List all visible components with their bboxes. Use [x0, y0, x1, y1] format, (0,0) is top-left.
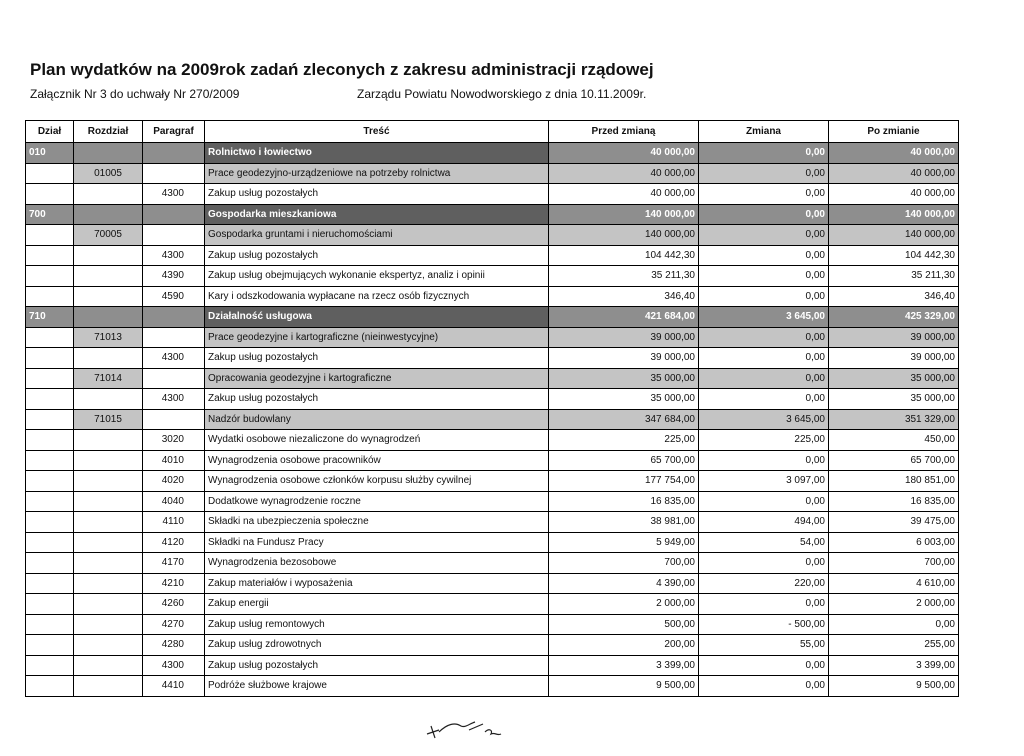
cell-zmiana: 0,00 [699, 594, 829, 615]
column-header-tresc: Treść [205, 121, 549, 143]
cell-zmiana: 0,00 [699, 327, 829, 348]
cell-zmiana: 0,00 [699, 163, 829, 184]
table-row [26, 204, 959, 225]
cell-po-zmianie: 346,40 [829, 286, 959, 307]
cell-dzial [26, 635, 74, 656]
cell-po-zmianie: 255,00 [829, 635, 959, 656]
cell-przed-zmiana: 104 442,30 [549, 245, 699, 266]
cell-tresc: Dodatkowe wynagrodzenie roczne [205, 491, 549, 512]
cell-paragraf: 4390 [143, 266, 205, 287]
cell-dzial [26, 327, 74, 348]
expense-table [25, 120, 959, 697]
cell-tresc: Zakup usług pozostałych [205, 348, 549, 369]
cell-rozdzial [74, 348, 143, 369]
cell-zmiana: 0,00 [699, 450, 829, 471]
cell-przed-zmiana: 140 000,00 [549, 204, 699, 225]
cell-przed-zmiana: 700,00 [549, 553, 699, 574]
cell-zmiana: 0,00 [699, 266, 829, 287]
cell-paragraf: 4010 [143, 450, 205, 471]
cell-tresc: Składki na ubezpieczenia społeczne [205, 512, 549, 533]
table-row [26, 450, 959, 471]
cell-tresc: Wynagrodzenia osobowe członków korpusu służby cywilnej [205, 471, 549, 492]
cell-tresc: Zakup usług pozostałych [205, 655, 549, 676]
cell-dzial [26, 266, 74, 287]
cell-tresc: Zakup usług remontowych [205, 614, 549, 635]
cell-paragraf: 4040 [143, 491, 205, 512]
cell-paragraf: 4300 [143, 245, 205, 266]
cell-zmiana: 0,00 [699, 245, 829, 266]
table-row [26, 614, 959, 635]
cell-rozdzial [74, 491, 143, 512]
cell-przed-zmiana: 225,00 [549, 430, 699, 451]
cell-przed-zmiana: 3 399,00 [549, 655, 699, 676]
cell-dzial: 710 [26, 307, 74, 328]
table-row [26, 245, 959, 266]
cell-zmiana: - 500,00 [699, 614, 829, 635]
cell-dzial [26, 491, 74, 512]
cell-paragraf: 4590 [143, 286, 205, 307]
cell-paragraf: 4210 [143, 573, 205, 594]
cell-przed-zmiana: 347 684,00 [549, 409, 699, 430]
cell-tresc: Zakup usług obejmujących wykonanie ekspertyz, analiz i opinii [205, 266, 549, 287]
cell-paragraf [143, 409, 205, 430]
cell-tresc: Kary i odszkodowania wypłacane na rzecz osób fizycznych [205, 286, 549, 307]
cell-po-zmianie: 40 000,00 [829, 143, 959, 164]
table-row [26, 266, 959, 287]
cell-po-zmianie: 40 000,00 [829, 184, 959, 205]
cell-tresc: Wynagrodzenia osobowe pracowników [205, 450, 549, 471]
cell-dzial [26, 573, 74, 594]
cell-tresc: Zakup energii [205, 594, 549, 615]
cell-rozdzial [74, 635, 143, 656]
table-row [26, 655, 959, 676]
cell-zmiana: 0,00 [699, 676, 829, 697]
cell-po-zmianie: 4 610,00 [829, 573, 959, 594]
cell-tresc: Gospodarka mieszkaniowa [205, 204, 549, 225]
cell-paragraf: 4300 [143, 184, 205, 205]
table-row [26, 532, 959, 553]
cell-zmiana: 220,00 [699, 573, 829, 594]
cell-rozdzial [74, 676, 143, 697]
cell-po-zmianie: 3 399,00 [829, 655, 959, 676]
cell-przed-zmiana: 5 949,00 [549, 532, 699, 553]
cell-po-zmianie: 2 000,00 [829, 594, 959, 615]
cell-tresc: Prace geodezyjno-urządzeniowe na potrzeby rolnictwa [205, 163, 549, 184]
cell-rozdzial [74, 430, 143, 451]
cell-przed-zmiana: 35 211,30 [549, 266, 699, 287]
column-header-zmiana: Zmiana [699, 121, 829, 143]
cell-rozdzial: 70005 [74, 225, 143, 246]
cell-przed-zmiana: 200,00 [549, 635, 699, 656]
cell-rozdzial [74, 614, 143, 635]
cell-rozdzial [74, 532, 143, 553]
cell-przed-zmiana: 346,40 [549, 286, 699, 307]
cell-rozdzial [74, 655, 143, 676]
table-row [26, 163, 959, 184]
cell-przed-zmiana: 16 835,00 [549, 491, 699, 512]
column-header-paragraf: Paragraf [143, 121, 205, 143]
cell-paragraf: 4300 [143, 348, 205, 369]
table-row [26, 184, 959, 205]
cell-zmiana: 0,00 [699, 143, 829, 164]
cell-zmiana: 0,00 [699, 204, 829, 225]
cell-zmiana: 0,00 [699, 225, 829, 246]
cell-przed-zmiana: 140 000,00 [549, 225, 699, 246]
table-row [26, 553, 959, 574]
table-row [26, 491, 959, 512]
table-row [26, 348, 959, 369]
signature [425, 716, 515, 742]
column-header-rozdzial: Rozdział [74, 121, 143, 143]
cell-rozdzial [74, 450, 143, 471]
cell-paragraf: 3020 [143, 430, 205, 451]
cell-tresc: Opracowania geodezyjne i kartograficzne [205, 368, 549, 389]
cell-dzial [26, 655, 74, 676]
cell-po-zmianie: 351 329,00 [829, 409, 959, 430]
cell-tresc: Zakup usług pozostałych [205, 245, 549, 266]
cell-tresc: Składki na Fundusz Pracy [205, 532, 549, 553]
attachment-reference: Załącznik Nr 3 do uchwały Nr 270/2009 [30, 87, 240, 101]
cell-przed-zmiana: 500,00 [549, 614, 699, 635]
table-row [26, 225, 959, 246]
cell-rozdzial [74, 512, 143, 533]
cell-dzial [26, 614, 74, 635]
cell-przed-zmiana: 65 700,00 [549, 450, 699, 471]
document-title: Plan wydatków na 2009rok zadań zleconych z zakresu administracji rządowej [30, 60, 654, 79]
table-row [26, 471, 959, 492]
cell-tresc: Rolnictwo i łowiectwo [205, 143, 549, 164]
cell-dzial [26, 553, 74, 574]
cell-rozdzial [74, 143, 143, 164]
cell-dzial [26, 430, 74, 451]
cell-rozdzial: 01005 [74, 163, 143, 184]
cell-zmiana: 0,00 [699, 348, 829, 369]
cell-po-zmianie: 180 851,00 [829, 471, 959, 492]
cell-przed-zmiana: 35 000,00 [549, 368, 699, 389]
cell-paragraf: 4020 [143, 471, 205, 492]
table-header-row [26, 121, 959, 143]
cell-paragraf: 4270 [143, 614, 205, 635]
cell-po-zmianie: 35 000,00 [829, 389, 959, 410]
cell-po-zmianie: 35 000,00 [829, 368, 959, 389]
table-row [26, 307, 959, 328]
cell-paragraf [143, 327, 205, 348]
cell-przed-zmiana: 40 000,00 [549, 163, 699, 184]
cell-przed-zmiana: 35 000,00 [549, 389, 699, 410]
cell-paragraf: 4280 [143, 635, 205, 656]
cell-zmiana: 3 097,00 [699, 471, 829, 492]
board-resolution-date: Zarządu Powiatu Nowodworskiego z dnia 10.11.2009r. [357, 87, 647, 101]
cell-rozdzial [74, 266, 143, 287]
cell-dzial [26, 409, 74, 430]
cell-tresc: Podróże służbowe krajowe [205, 676, 549, 697]
cell-po-zmianie: 0,00 [829, 614, 959, 635]
cell-zmiana: 0,00 [699, 286, 829, 307]
cell-po-zmianie: 425 329,00 [829, 307, 959, 328]
table-row [26, 430, 959, 451]
cell-zmiana: 0,00 [699, 389, 829, 410]
cell-po-zmianie: 39 000,00 [829, 348, 959, 369]
cell-po-zmianie: 9 500,00 [829, 676, 959, 697]
cell-paragraf: 4260 [143, 594, 205, 615]
cell-paragraf: 4300 [143, 655, 205, 676]
cell-rozdzial [74, 573, 143, 594]
cell-dzial [26, 184, 74, 205]
cell-po-zmianie: 40 000,00 [829, 163, 959, 184]
cell-tresc: Zakup usług zdrowotnych [205, 635, 549, 656]
cell-paragraf: 4410 [143, 676, 205, 697]
cell-po-zmianie: 700,00 [829, 553, 959, 574]
cell-paragraf [143, 143, 205, 164]
cell-rozdzial: 71015 [74, 409, 143, 430]
cell-rozdzial [74, 204, 143, 225]
cell-rozdzial: 71014 [74, 368, 143, 389]
cell-rozdzial: 71013 [74, 327, 143, 348]
cell-dzial [26, 348, 74, 369]
cell-dzial [26, 163, 74, 184]
cell-rozdzial [74, 245, 143, 266]
cell-rozdzial [74, 389, 143, 410]
cell-tresc: Zakup usług pozostałych [205, 184, 549, 205]
cell-przed-zmiana: 9 500,00 [549, 676, 699, 697]
table-row [26, 368, 959, 389]
cell-przed-zmiana: 421 684,00 [549, 307, 699, 328]
cell-tresc: Zakup usług pozostałych [205, 389, 549, 410]
cell-paragraf: 4170 [143, 553, 205, 574]
table-body [26, 143, 959, 697]
column-header-przed-zmiana: Przed zmianą [549, 121, 699, 143]
cell-zmiana: 494,00 [699, 512, 829, 533]
cell-dzial: 700 [26, 204, 74, 225]
table-row [26, 409, 959, 430]
cell-tresc: Wynagrodzenia bezosobowe [205, 553, 549, 574]
cell-rozdzial [74, 471, 143, 492]
cell-rozdzial [74, 594, 143, 615]
cell-dzial [26, 450, 74, 471]
cell-rozdzial [74, 184, 143, 205]
cell-przed-zmiana: 39 000,00 [549, 348, 699, 369]
cell-dzial [26, 532, 74, 553]
cell-tresc: Gospodarka gruntami i nieruchomościami [205, 225, 549, 246]
cell-zmiana: 3 645,00 [699, 307, 829, 328]
cell-paragraf [143, 204, 205, 225]
column-header-dzial: Dział [26, 121, 74, 143]
cell-przed-zmiana: 38 981,00 [549, 512, 699, 533]
cell-rozdzial [74, 286, 143, 307]
cell-paragraf [143, 307, 205, 328]
cell-paragraf: 4110 [143, 512, 205, 533]
cell-zmiana: 55,00 [699, 635, 829, 656]
cell-dzial [26, 225, 74, 246]
cell-zmiana: 0,00 [699, 553, 829, 574]
cell-tresc: Zakup materiałów i wyposażenia [205, 573, 549, 594]
cell-dzial [26, 245, 74, 266]
cell-zmiana: 225,00 [699, 430, 829, 451]
table-row [26, 573, 959, 594]
cell-dzial: 010 [26, 143, 74, 164]
table-row [26, 143, 959, 164]
table-row [26, 676, 959, 697]
cell-paragraf: 4120 [143, 532, 205, 553]
cell-po-zmianie: 16 835,00 [829, 491, 959, 512]
table-row [26, 635, 959, 656]
cell-przed-zmiana: 177 754,00 [549, 471, 699, 492]
cell-przed-zmiana: 2 000,00 [549, 594, 699, 615]
table-row [26, 286, 959, 307]
cell-paragraf: 4300 [143, 389, 205, 410]
cell-po-zmianie: 450,00 [829, 430, 959, 451]
cell-rozdzial [74, 307, 143, 328]
cell-zmiana: 0,00 [699, 184, 829, 205]
table-row [26, 389, 959, 410]
cell-zmiana: 0,00 [699, 368, 829, 389]
cell-po-zmianie: 35 211,30 [829, 266, 959, 287]
cell-dzial [26, 512, 74, 533]
table-row [26, 327, 959, 348]
cell-po-zmianie: 39 000,00 [829, 327, 959, 348]
cell-zmiana: 0,00 [699, 655, 829, 676]
cell-dzial [26, 471, 74, 492]
cell-paragraf [143, 225, 205, 246]
cell-dzial [26, 594, 74, 615]
column-header-po-zmianie: Po zmianie [829, 121, 959, 143]
cell-dzial [26, 676, 74, 697]
cell-po-zmianie: 104 442,30 [829, 245, 959, 266]
cell-tresc: Nadzór budowlany [205, 409, 549, 430]
cell-dzial [26, 368, 74, 389]
cell-tresc: Prace geodezyjne i kartograficzne (nieinwestycyjne) [205, 327, 549, 348]
table-row [26, 512, 959, 533]
cell-przed-zmiana: 40 000,00 [549, 143, 699, 164]
cell-zmiana: 3 645,00 [699, 409, 829, 430]
cell-tresc: Działalność usługowa [205, 307, 549, 328]
cell-dzial [26, 389, 74, 410]
cell-po-zmianie: 65 700,00 [829, 450, 959, 471]
cell-po-zmianie: 39 475,00 [829, 512, 959, 533]
cell-rozdzial [74, 553, 143, 574]
cell-zmiana: 0,00 [699, 491, 829, 512]
cell-dzial [26, 286, 74, 307]
cell-paragraf [143, 368, 205, 389]
cell-paragraf [143, 163, 205, 184]
cell-tresc: Wydatki osobowe niezaliczone do wynagrodzeń [205, 430, 549, 451]
cell-zmiana: 54,00 [699, 532, 829, 553]
cell-po-zmianie: 6 003,00 [829, 532, 959, 553]
cell-po-zmianie: 140 000,00 [829, 225, 959, 246]
cell-po-zmianie: 140 000,00 [829, 204, 959, 225]
cell-przed-zmiana: 40 000,00 [549, 184, 699, 205]
cell-przed-zmiana: 4 390,00 [549, 573, 699, 594]
cell-przed-zmiana: 39 000,00 [549, 327, 699, 348]
table-row [26, 594, 959, 615]
